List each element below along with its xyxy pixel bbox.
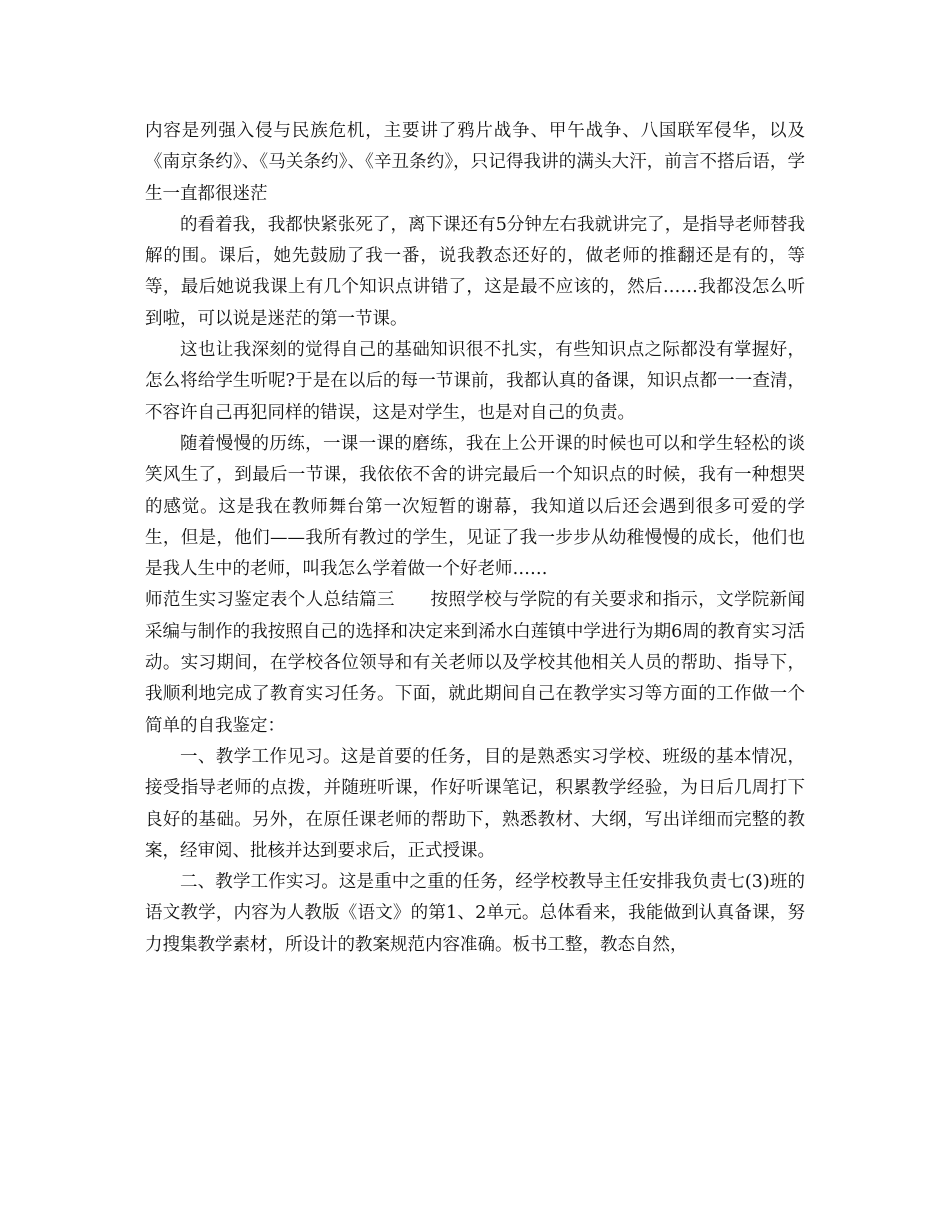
paragraph-6: 一、教学工作见习。这是首要的任务，目的是熟悉实习学校、班级的基本情况，接受指导老师的点拨，并随班听课，作好听课笔记，积累教学经验，为日后几周打下良好的基础。另外，在原任课老师的帮助下，熟悉教材、大纲，写出详细而完整的教案，经审阅、批核并达到要求后，正式授课。	[145, 746, 805, 861]
paragraph-7: 二、教学工作实习。这是重中之重的任务，经学校教导主任安排我负责七(3)班的语文教学，内容为人教版《语文》的第1、2单元。总体看来，我能做到认真备课，努力搜集教学素材，所设计的教案规范内容准确。板书工整，教态自然，	[145, 872, 805, 955]
document-body	[145, 116, 805, 961]
paragraph-1: 内容是列强入侵与民族危机，主要讲了鸦片战争、甲午战争、八国联军侵华，以及《南京条约》、《马关条约》、《辛丑条约》，只记得我讲的满头大汗，前言不搭后语，学生一直都很迷茫	[145, 121, 805, 204]
paragraph-4: 随着慢慢的历练，一课一课的磨练，我在上公开课的时候也可以和学生轻松的谈笑风生了，到最后一节课，我依依不舍的讲完最后一个知识点的时候，我有一种想哭的感觉。这是我在教师舞台第一次短暂的谢幕，我知道以后还会遇到很多可爱的学生，但是，他们——我所有教过的学生，见证了我一步步从幼稚慢慢的成长，他们也是我人生中的老师，叫我怎么学着做一个好老师……	[145, 433, 805, 580]
paragraph-2: 的看着我，我都快紧张死了，离下课还有5分钟左右我就讲完了，是指导老师替我解的围。课后，她先鼓励了我一番，说我教态还好的，做老师的推翻还是有的，等等，最后她说我课上有几个知识点讲错了，这是最不应该的，然后……我都没怎么听到啦，可以说是迷茫的第一节课。	[145, 214, 805, 329]
paragraph-3: 这也让我深刻的觉得自己的基础知识很不扎实，有些知识点之际都没有掌握好，怎么将给学生听呢?于是在以后的每一节课前，我都认真的备课，知识点都一一查清，不容许自己再犯同样的错误，这是对学生，也是对自己的负责。	[145, 340, 805, 423]
paragraph-5-section-heading: 师范生实习鉴定表个人总结篇三 按照学校与学院的有关要求和指示，文学院新闻采编与制作的我按照自己的选择和决定来到浠水白莲镇中学进行为期6周的教育实习活动。实习期间，在学校各位领导和有关老师以及学校其他相关人员的帮助、指导下，我顺利地完成了教育实习任务。下面，就此期间自己在教学实习等方面的工作做一个简单的自我鉴定：	[145, 590, 805, 736]
